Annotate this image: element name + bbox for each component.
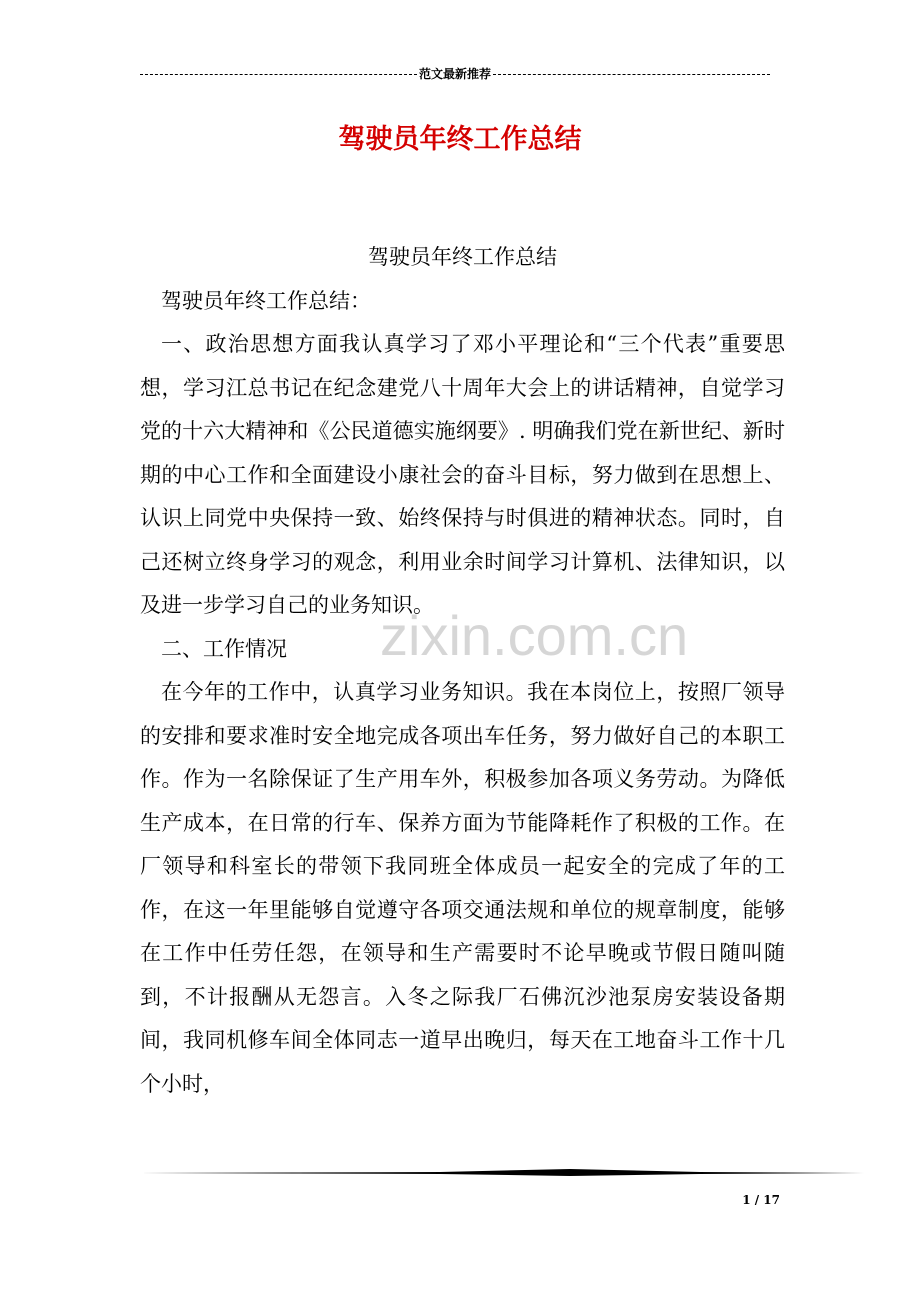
paragraph-work-heading: 二、工作情况 (161, 636, 287, 661)
document-title: 驾驶员年终工作总结 (338, 124, 582, 155)
paragraph-politics: 一、政治思想方面我认真学习了邓小平理论和“三个代表”重要思想，学习江总书记在纪念建党八十周年大会上的讲话精神，自觉学习党的十六大精神和《公民道德实施纲要》. 明确我们党在新世纪、新时期的中心工作和全面建设小康社会的奋斗目标，努力做到在思想上、认识上同党中央保持一致、始终保持与时俱进的精神状态。同时，自己还树立终身学习的观念，利用业余时间学习计算机、法律知识，以及进一步学习自己的业务知识。 (140, 332, 785, 617)
page-header (140, 66, 770, 82)
paragraph-intro: 驾驶员年终工作总结： (161, 288, 371, 313)
page-current: 1 (742, 1193, 751, 1207)
svg-text:zixin.com.cn: zixin.com.cn (380, 604, 689, 667)
document-body (140, 236, 785, 1106)
page-separator: / (750, 1193, 764, 1207)
footer-rule (140, 1163, 864, 1177)
header-label: 范文最新推荐 (419, 67, 492, 81)
document-subtitle: 驾驶员年终工作总结 (368, 245, 557, 269)
header-dash-left (140, 74, 417, 75)
page-number (742, 1192, 780, 1208)
page-total: 17 (763, 1193, 780, 1207)
paragraph-work-details: 在今年的工作中，认真学习业务知识。我在本岗位上，按照厂领导的安排和要求准时安全地完成各项出车任务，努力做好自己的本职工作。作为一名除保证了生产用车外，积极参加各项义务劳动。为降低生产成本，在日常的行车、保养方面为节能降耗作了积极的工作。在厂领导和科室长的带领下我同班全体成员一起安全的完成了年的工作，在这一年里能够自觉遵守各项交通法规和单位的规章制度，能够在工作中任劳任怨，在领导和生产需要时不论早晚或节假日随叫随到，不计报酬从无怨言。入冬之际我厂石佛沉沙池泵房安装设备期间，我同机修车间全体同志一道早出晚归，每天在工地奋斗工作十几个小时， (140, 680, 785, 1096)
header-dash-right (493, 74, 770, 75)
